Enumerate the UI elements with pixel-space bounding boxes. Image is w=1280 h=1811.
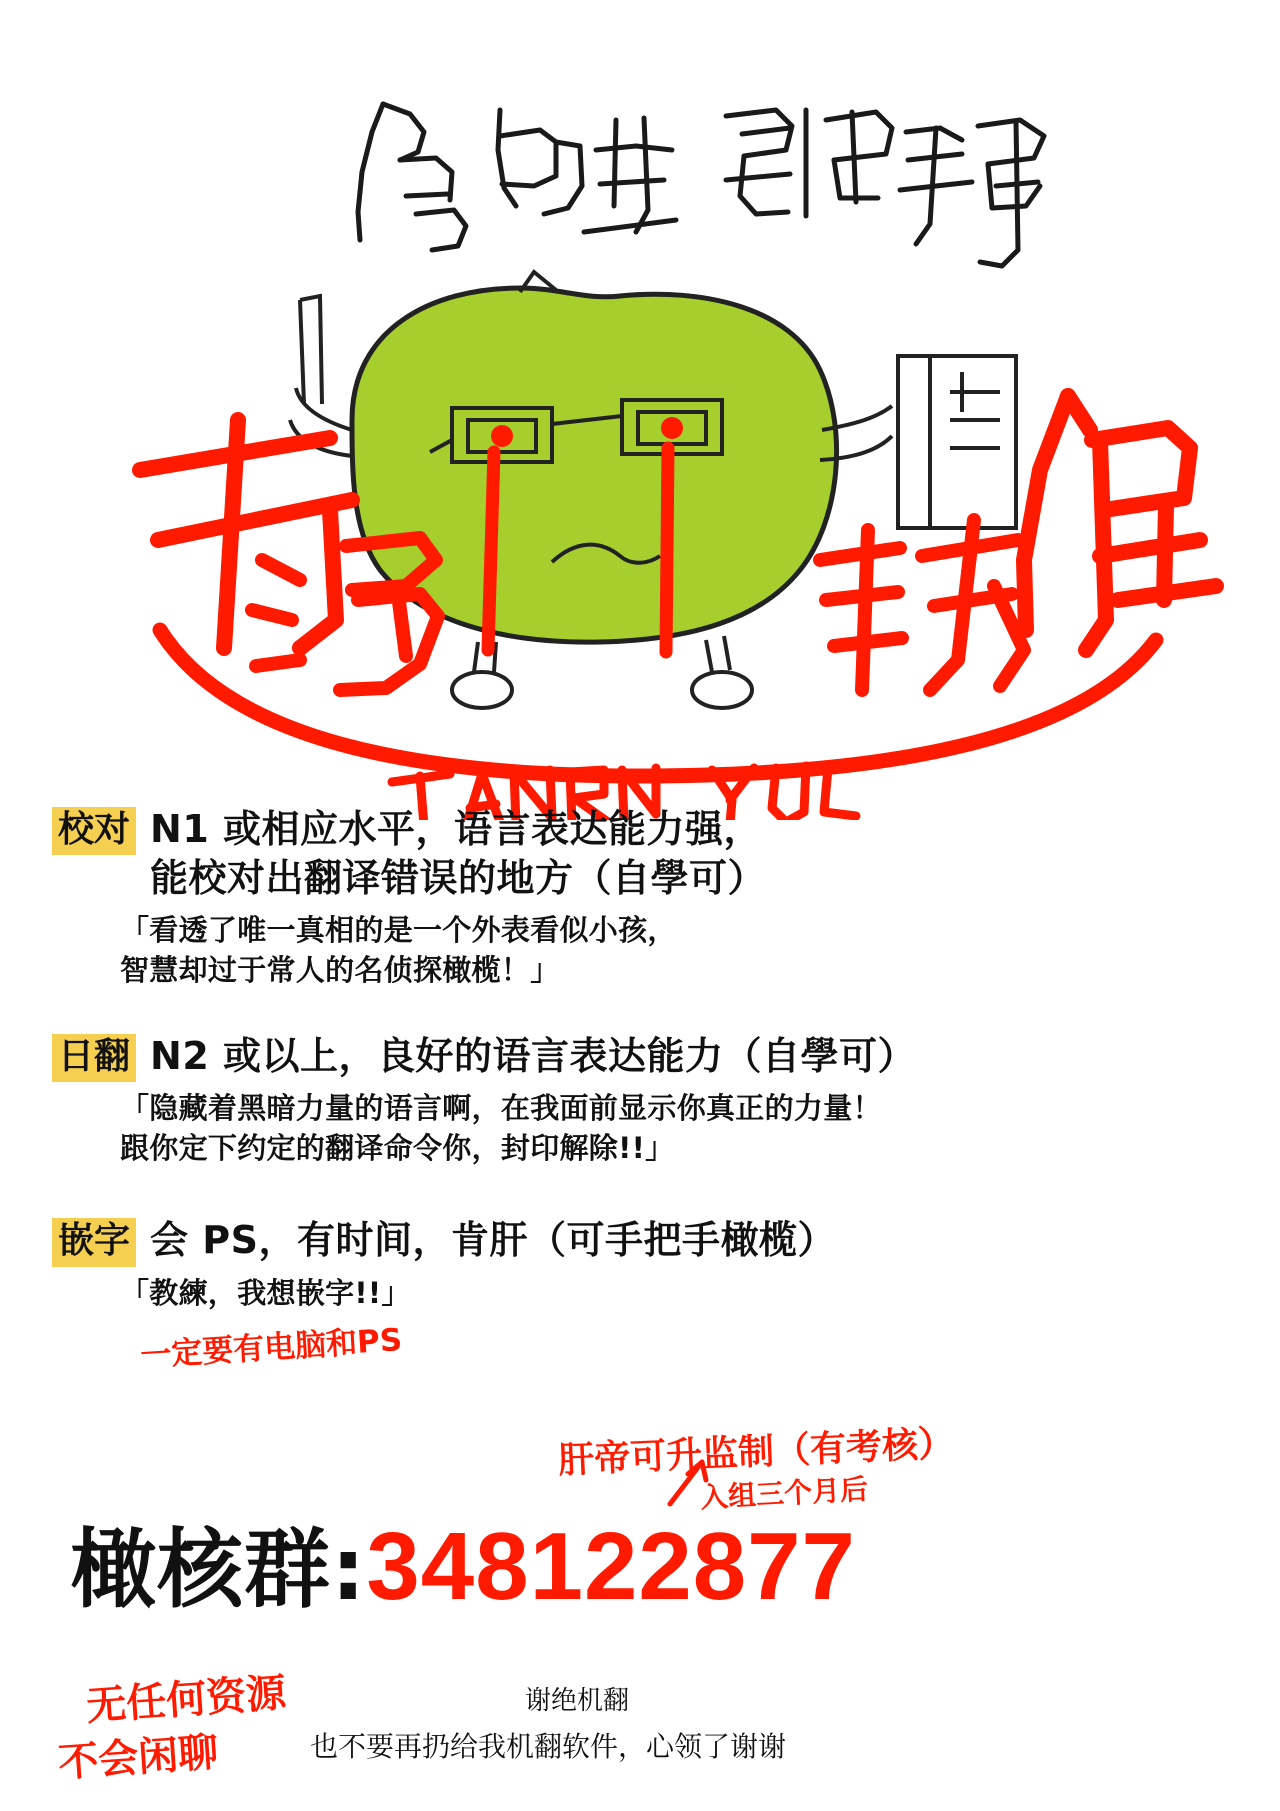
role-tag-translator: 日翻 <box>52 1034 136 1082</box>
requirement-block-typesetter <box>0 1216 1280 1312</box>
requirement-main-line-1: N2 或以上，良好的语言表达能力（自學可） <box>150 1033 916 1078</box>
annotation-no-chat: 不会闲聊 <box>56 1729 220 1787</box>
qq-group-line <box>70 1500 856 1624</box>
role-tag-proofreader: 校对 <box>52 807 136 855</box>
requirement-main-line-2: 能校对出翻译错误的地方（自學可） <box>150 856 767 901</box>
poster-illustration <box>0 0 1280 820</box>
requirement-quote-line-1: 「教練，我想嵌字!!」 <box>120 1275 411 1310</box>
red-overlay-chang <box>1024 396 1216 650</box>
red-overlay-qian <box>820 520 1024 690</box>
requirement-head <box>52 805 1240 904</box>
requirement-quote-line-2: 智慧却过于常人的名侦探橄榄！」 <box>120 952 560 987</box>
red-overlay-wu <box>140 420 352 648</box>
requirement-quote-typesetter <box>120 1273 1240 1313</box>
requirement-quote-line-1: 「隐藏着黑暗力量的语言啊，在我面前显示你真正的力量！ <box>120 1091 882 1126</box>
footer-line-1: 谢绝机翻 <box>525 1686 630 1716</box>
requirement-main-typesetter <box>150 1216 836 1265</box>
footer-line-2: 也不要再扔给我机翻软件，心领了谢谢 <box>310 1730 787 1763</box>
annotation-need-pc-ps: 一定要有电脑和PS <box>139 1322 404 1374</box>
requirement-quote-translator <box>120 1088 1240 1168</box>
footer-note <box>310 1680 1010 1765</box>
requirement-block-proofreader <box>0 805 1280 990</box>
mascot-drawing <box>0 0 1280 820</box>
qq-group-number[interactable]: 348122877 <box>366 1513 856 1620</box>
requirement-main-line-1: 会 PS，有时间，肯肝（可手把手橄榄） <box>150 1218 836 1263</box>
annotation-promotion-sub: 入组三个月后 <box>699 1472 869 1515</box>
requirement-main-line-1: N1 或相应水平，语言表达能力强， <box>150 807 762 851</box>
requirement-quote-proofreader <box>120 910 1240 990</box>
requirement-head <box>52 1032 1240 1082</box>
annotation-no-resources: 无任何资源 <box>84 1670 288 1730</box>
requirement-head <box>52 1216 1240 1266</box>
annotation-promotion: 肝帝可升监制（有考核） <box>557 1423 955 1482</box>
requirement-main-proofreader <box>150 805 766 904</box>
qq-group-label: 橄核群: <box>70 1520 367 1620</box>
role-tag-typesetter: 嵌字 <box>52 1218 136 1266</box>
requirement-main-translator <box>150 1032 916 1081</box>
requirements-list <box>0 805 1280 1339</box>
requirement-quote-line-2: 跟你定下约定的翻译命令你，封印解除!!」 <box>120 1131 675 1166</box>
requirement-block-translator <box>0 1032 1280 1169</box>
requirement-quote-line-1: 「看透了唯一真相的是一个外表看似小孩， <box>120 912 677 947</box>
